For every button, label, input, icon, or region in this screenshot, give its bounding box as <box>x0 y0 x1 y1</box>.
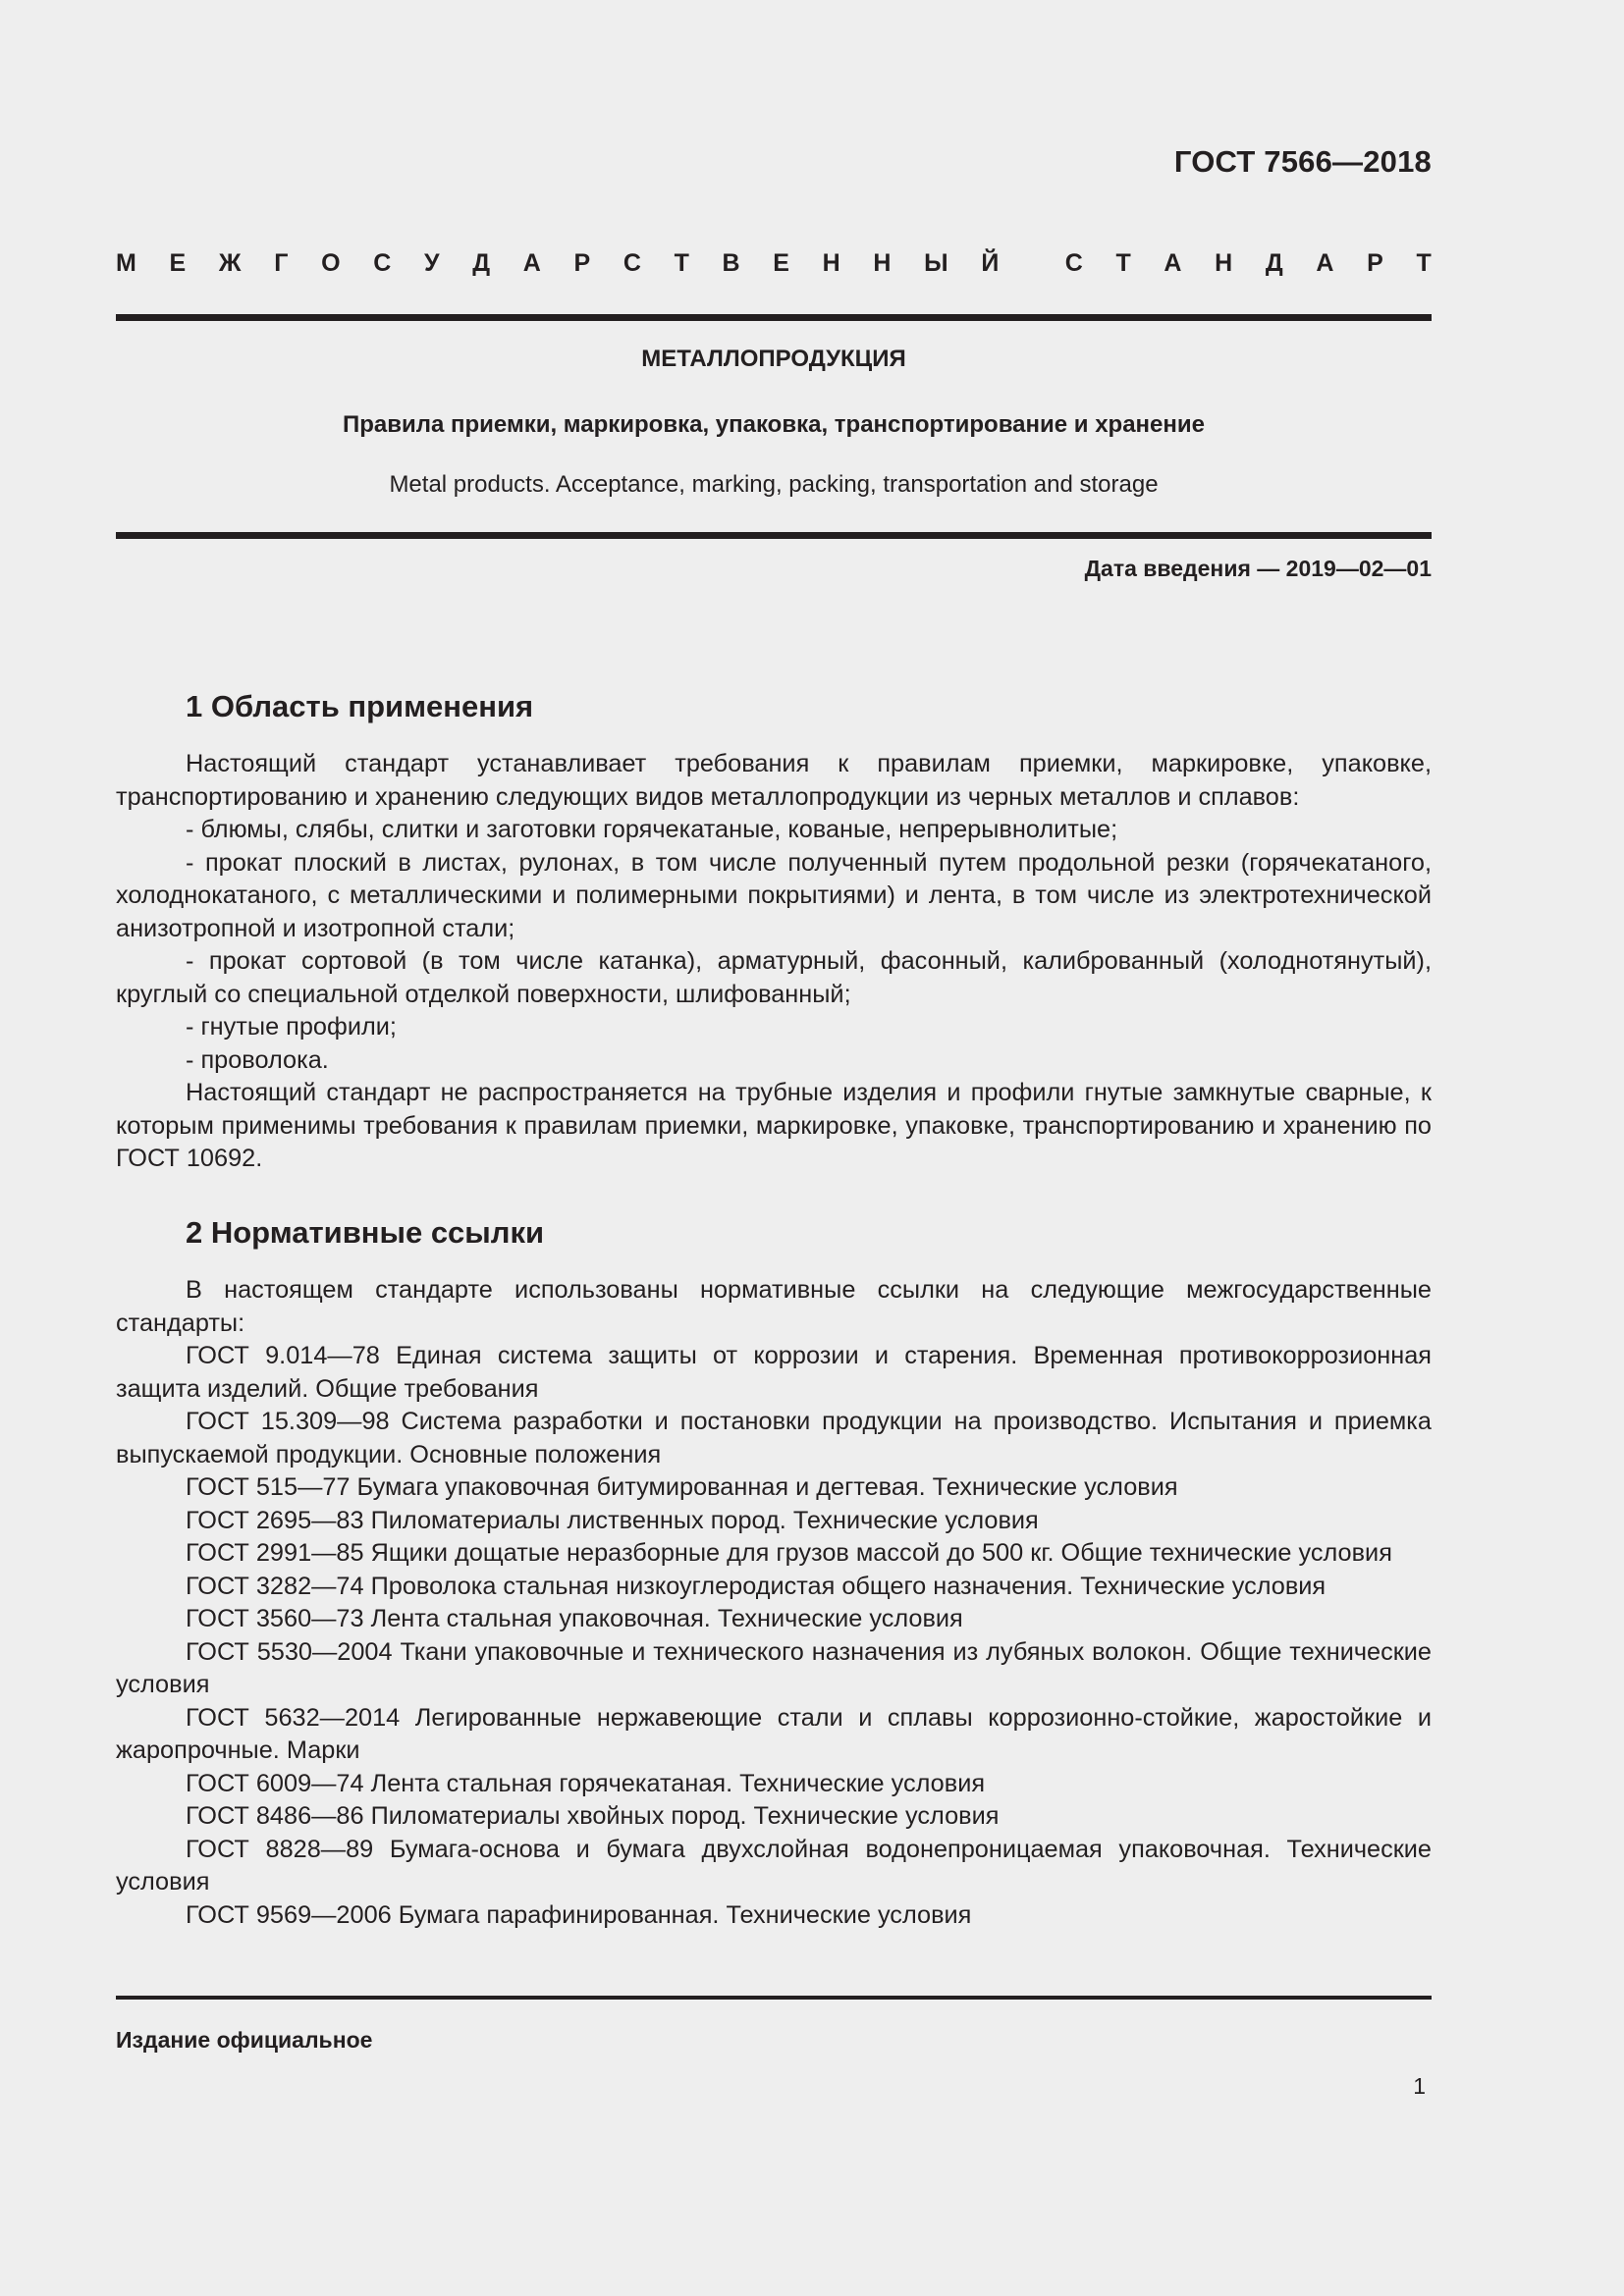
title-main: МЕТАЛЛОПРОДУКЦИЯ <box>641 346 906 372</box>
list-item: - проволока. <box>186 1045 329 1074</box>
list-item: - гнутые профили; <box>186 1013 397 1041</box>
document-page <box>116 0 1432 2296</box>
title-english: Metal products. Acceptance, marking, packing, transportation and storage <box>389 471 1159 498</box>
banner-letter: Т <box>1416 249 1432 277</box>
banner-letter: Н <box>873 249 892 277</box>
footer-rule <box>116 1996 1432 2000</box>
section-1-paragraph: Настоящий стандарт не распространяется на трубные изделия и профили гнутые замкнутые сварные, к которым применимы требования к правилам приемки, маркировке, упаковке, транспортированию и хранению по ГОСТ 10692. <box>116 1079 1432 1172</box>
reference-item: ГОСТ 5530—2004 Ткани упаковочные и технического назначения из лубяных волокон. Общие технические условия <box>116 1637 1432 1698</box>
banner-letter: Е <box>773 249 789 277</box>
banner-letter: М <box>116 249 136 277</box>
banner-letter: А <box>522 249 541 277</box>
banner-letter: У <box>423 249 440 277</box>
reference-item: ГОСТ 9.014—78 Единая система защиты от коррозии и старения. Временная противокоррозионная защита изделий. Общие требования <box>116 1342 1432 1403</box>
introduction-date: Дата введения — 2019—02—01 <box>1084 556 1432 581</box>
banner-letter: Т <box>674 249 689 277</box>
header-rule-top <box>116 314 1432 321</box>
reference-item: ГОСТ 2695—83 Пиломатериалы лиственных пород. Технические условия <box>186 1506 1039 1534</box>
section-1-paragraph: Настоящий стандарт устанавливает требования к правилам приемки, маркировке, упаковке, транспортированию и хранению следующих видов металлопродукции из черных металлов и сплавов: <box>116 750 1432 811</box>
banner-letter: А <box>1316 249 1334 277</box>
banner-letter: Е <box>169 249 187 277</box>
reference-item: ГОСТ 8486—86 Пиломатериалы хвойных пород. Технические условия <box>186 1802 1000 1830</box>
doc-number: ГОСТ 7566—2018 <box>1173 144 1432 179</box>
banner-letter: Ж <box>218 249 242 277</box>
section-2-heading: 2 Нормативные ссылки <box>186 1215 545 1250</box>
reference-item: ГОСТ 3560—73 Лента стальная упаковочная. Технические условия <box>186 1605 963 1632</box>
banner-letter: Н <box>822 249 840 277</box>
banner-letter: С <box>623 249 641 277</box>
banner-letter: Р <box>1367 249 1383 277</box>
reference-item: ГОСТ 5632—2014 Легированные нержавеющие стали и сплавы коррозионно-стойкие, жаростойкие и жаропрочные. Марки <box>116 1703 1432 1764</box>
banner-letter: Й <box>981 249 1000 277</box>
reference-item: ГОСТ 8828—89 Бумага-основа и бумага двухслойная водонепроницаемая упаковочная. Технические условия <box>116 1835 1432 1896</box>
banner-letter: С <box>373 249 392 277</box>
official-edition-label: Издание официальное <box>116 2027 373 2053</box>
banner-letter: О <box>321 249 341 277</box>
section-1-heading: 1 Область применения <box>186 689 534 723</box>
banner-letter: Ы <box>924 249 948 277</box>
list-item: - блюмы, слябы, слитки и заготовки горячекатаные, кованые, непрерывнолитые; <box>186 816 1118 843</box>
list-item: - прокат плоский в листах, рулонах, в том числе полученный путем продольной резки (горячекатаного, холоднокатаного, с металлическими и полимерными покрытиями) и лента, в том числе из электротехнической анизотропной и изотропной стали; <box>116 848 1432 942</box>
reference-item: ГОСТ 9569—2006 Бумага парафинированная. Технические условия <box>186 1900 972 1929</box>
reference-item: ГОСТ 6009—74 Лента стальная горячекатаная. Технические условия <box>186 1769 986 1797</box>
section-2 <box>116 1213 1432 1932</box>
reference-item: ГОСТ 515—77 Бумага упаковочная битумированная и дегтевая. Технические условия <box>186 1473 1178 1501</box>
banner-letter: А <box>1164 249 1182 277</box>
banner-letter: Т <box>1115 249 1131 277</box>
banner-letter: Д <box>472 249 491 277</box>
banner-letter: С <box>1064 249 1083 277</box>
reference-item: ГОСТ 3282—74 Проволока стальная низкоуглеродистая общего назначения. Технические условия <box>186 1572 1326 1600</box>
reference-item: ГОСТ 15.309—98 Система разработки и постановки продукции на производство. Испытания и приемка выпускаемой продукции. Основные положения <box>116 1408 1432 1468</box>
banner-letter: В <box>722 249 740 277</box>
section-1 <box>116 687 1432 1176</box>
banner-letter: Н <box>1215 249 1233 277</box>
interstate-standard-banner <box>116 247 1432 279</box>
title-subtitle: Правила приемки, маркировка, упаковка, транспортирование и хранение <box>342 411 1205 438</box>
section-2-intro: В настоящем стандарте использованы нормативные ссылки на следующие межгосударственные стандарты: <box>116 1276 1432 1337</box>
page-number: 1 <box>1413 2073 1426 2099</box>
banner-letter: Г <box>274 249 289 277</box>
header-rule-bottom <box>116 532 1432 539</box>
banner-letter: Д <box>1265 249 1283 277</box>
banner-letter: Р <box>573 249 591 277</box>
list-item: - прокат сортовой (в том числе катанка), арматурный, фасонный, калиброванный (холоднотянутый), круглый со специальной отделкой поверхности, шлифованный; <box>116 947 1432 1008</box>
reference-item: ГОСТ 2991—85 Ящики дощатые неразборные для грузов массой до 500 кг. Общие технические условия <box>186 1539 1392 1567</box>
